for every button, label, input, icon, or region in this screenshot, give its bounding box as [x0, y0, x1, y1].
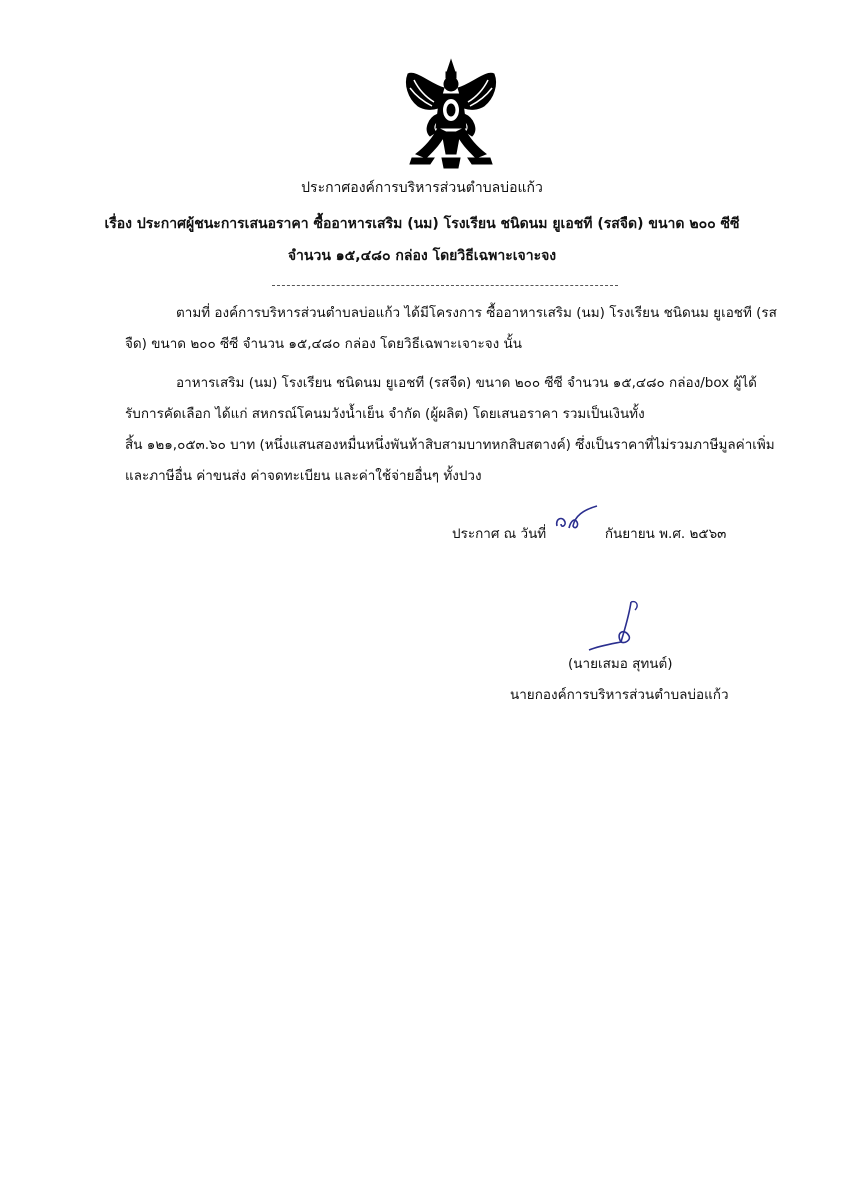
garuda-emblem-icon	[402, 58, 500, 170]
header-divider	[272, 285, 618, 286]
handwritten-day-icon	[553, 504, 601, 534]
body-paragraph-2-line-1: อาหารเสริม (นม) โรงเรียน ชนิดนม ยูเอชที (รสจืด) ขนาด ๒๐๐ ซีซี จำนวน ๑๕,๔๘๐ กล่อง/box ผู้ได้	[176, 375, 757, 391]
announcement-quantity: จำนวน ๑๕,๔๘๐ กล่อง โดยวิธีเฉพาะเจาะจง	[287, 248, 557, 264]
date-prefix: ประกาศ ณ วันที่	[452, 526, 547, 542]
announcement-title: ประกาศองค์การบริหารส่วนตำบลบ่อแก้ว	[301, 180, 543, 196]
body-paragraph-2-line-3: สิ้น ๑๒๑,๐๕๓.๖๐ บาท (หนึ่งแสนสองหมื่นหนึ่งพันห้าสิบสามบาทหกสิบสตางค์) ซึ่งเป็นราคาที่ไม่รวมภาษีมูลค่าเพิ่ม	[125, 437, 775, 453]
body-paragraph-1-line-1: ตามที่ องค์การบริหารส่วนตำบลบ่อแก้ว ได้มีโครงการ ซื้ออาหารเสริม (นม) โรงเรียน ชนิดนม ยูเอชที (รส	[176, 305, 777, 321]
handwritten-signature-icon	[585, 598, 665, 658]
body-paragraph-2-line-4: และภาษีอื่น ค่าขนส่ง ค่าจดทะเบียน และค่าใช้จ่ายอื่นๆ ทั้งปวง	[125, 468, 482, 484]
announcement-subject: เรื่อง ประกาศผู้ชนะการเสนอราคา ซื้ออาหารเสริม (นม) โรงเรียน ชนิดนม ยูเอชที (รสจืด) ขนาด ๒๐๐ ซีซี	[104, 216, 740, 232]
body-paragraph-1-line-2: จืด) ขนาด ๒๐๐ ซีซี จำนวน ๑๕,๔๘๐ กล่อง โดยวิธีเฉพาะเจาะจง นั้น	[125, 336, 523, 352]
body-paragraph-2-line-2: รับการคัดเลือก ได้แก่ สหกรณ์โคนมวังน้ำเย็น จำกัด (ผู้ผลิต) โดยเสนอราคา รวมเป็นเงินทั้ง	[125, 406, 645, 422]
signatory-position: นายกองค์การบริหารส่วนตำบลบ่อแก้ว	[510, 687, 729, 703]
signatory-name: (นายเสมอ สุทนต์)	[568, 656, 673, 672]
date-suffix: กันยายน พ.ศ. ๒๕๖๓	[604, 526, 727, 542]
